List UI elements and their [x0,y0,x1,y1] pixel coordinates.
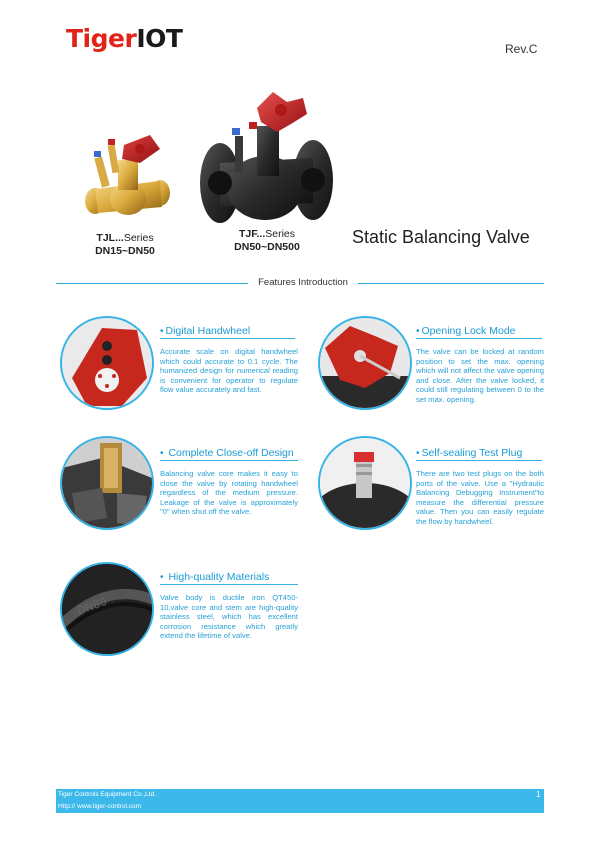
digital-handwheel-image [60,316,154,410]
brass-valve-image [80,115,175,230]
feature-text-opening-lock: The valve can be locked at random position to set the max. opening which will not affect the valve opening and close. After the valve locked, it could still regulating between 0 to the set max. opening. [416,347,544,404]
feature-rule [416,338,542,339]
footer-website[interactable]: Http:// www.tiger-control.com [58,803,142,810]
tiger-iot-logo: TigerIOT [66,24,183,53]
feature-title-test-plug: • Self-sealing Test Plug [416,447,523,459]
feature-rule [160,584,298,585]
product-label-tjl: TJL...Series DN15~DN50 [95,232,155,257]
feature-title-close-off: • Complete Close-off Design [160,447,294,459]
feature-text-test-plug: There are two test plugs on the both ports of the valve. Use a "Hydraulic Balancing Debugging Instrument"to measure the differential pressure value. Then you can easily regulate the flow by handwheel. [416,469,544,526]
product-label-tjf: TJF...Series DN50~DN500 [234,228,300,253]
feature-title-digital-handwheel: • Digital Handwheel [160,325,251,337]
page-number: 1 [536,790,541,799]
opening-lock-image [318,316,412,410]
section-title: Features Introduction [258,277,348,288]
feature-text-close-off: Balancing valve core makes it easy to close the valve by rotating handwheel regardless of the medium pressure. Leakage of the valve is approximately "0" when shut off the valve. [160,469,298,517]
feature-rule [160,338,295,339]
test-plug-image [318,436,412,530]
cast-iron-valve-image [195,88,335,238]
material-image [60,562,154,656]
footer-company: Tiger Controls Equipment Co.,Ltd. [58,791,157,798]
section-rule-right [358,283,544,284]
feature-rule [416,460,542,461]
feature-text-materials: Valve body is ductile iron QT450-10,valve core and stem are high-quality stainless steel, which has excellent corrosion resistance which greatly extend the lifetime of valve. [160,593,298,641]
close-off-design-image [60,436,154,530]
feature-title-opening-lock: • Opening Lock Mode [416,325,516,337]
feature-title-materials: • High-quality Materials [160,571,270,583]
section-rule-left [56,283,248,284]
feature-rule [160,460,298,461]
page-title: Static Balancing Valve [352,227,530,247]
feature-text-digital-handwheel: Accurate scale on digital handwheel which could accurate to 0.1 cycle. The humanized design for numerical reading is convenient for operator to regulate flow value accurately and fast. [160,347,298,395]
svg-text:DN80: DN80 [75,594,109,618]
revision-label: Rev.C [505,42,538,56]
